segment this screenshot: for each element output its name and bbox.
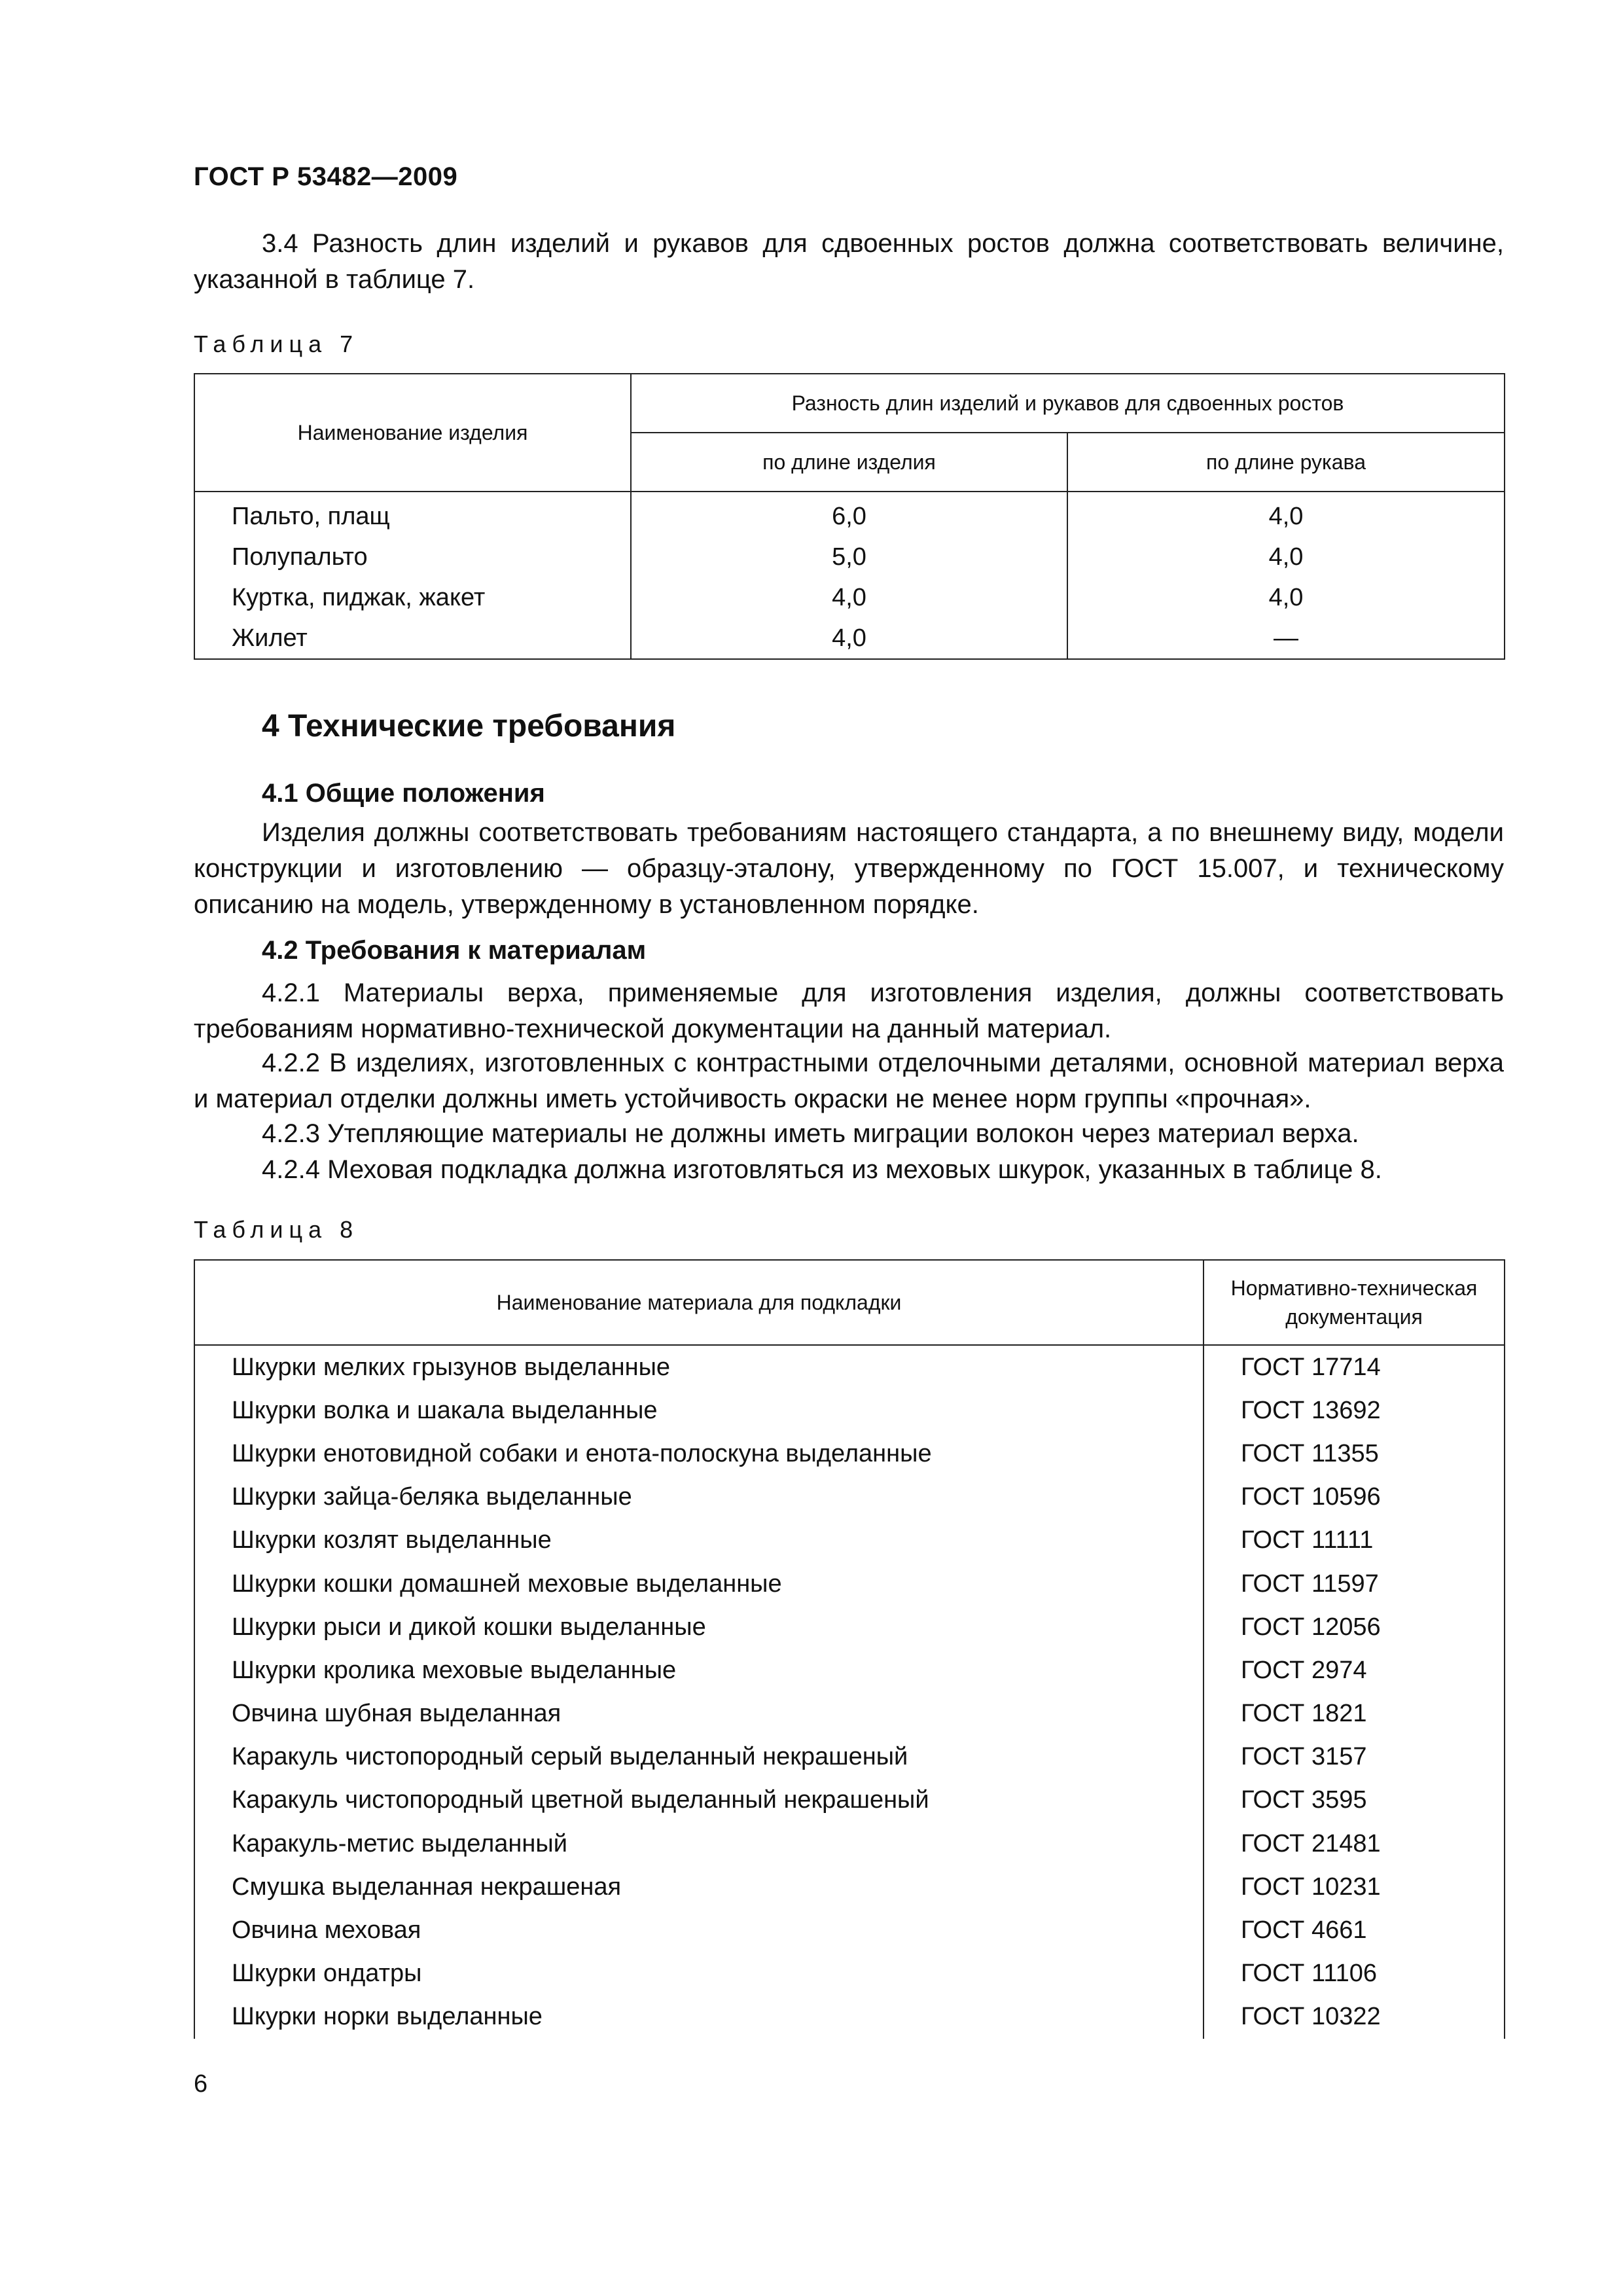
- table-row: [194, 1693, 1505, 1736]
- section-4-title: 4 Технические требования: [262, 709, 676, 744]
- table-7-cell-name: Пальто, плащ: [194, 492, 631, 537]
- table-8-cell-name: Шкурки енотовидной собаки и енота-полоскуна выделанные: [194, 1432, 1204, 1475]
- table-8-cell-doc: ГОСТ 4661: [1204, 1909, 1505, 1952]
- table-8-cell-name: Овчина меховая: [194, 1909, 1204, 1952]
- table-row: [194, 1605, 1505, 1649]
- table-8-cell-doc: ГОСТ 11106: [1204, 1952, 1505, 1996]
- table-8-cell-name: Смушка выделанная некрашеная: [194, 1865, 1204, 1909]
- table-8-cell-doc: ГОСТ 10322: [1204, 1996, 1505, 2039]
- table-row: [194, 1432, 1505, 1475]
- paragraph-3-4: 3.4 Разность длин изделий и рукавов для сдвоенных ростов должна соответствовать величине, указанной в таблице 7.: [194, 229, 1504, 294]
- table-8-cell-doc: ГОСТ 17714: [1204, 1345, 1505, 1389]
- table-8-cell-name: Каракуль-метис выделанный: [194, 1822, 1204, 1865]
- table-row: [194, 1779, 1505, 1822]
- table-8-cell-doc: ГОСТ 2974: [1204, 1649, 1505, 1692]
- paragraph-4-1: Изделия должны соответствовать требованиям настоящего стандарта, а по внешнему виду, модели конструкции и изготовлению — образцу-эталону, утвержденному по ГОСТ 15.007, и техническому описанию на модель, утвержденному в установленном порядке.: [194, 818, 1504, 919]
- table-row: [194, 1389, 1505, 1432]
- page-number: 6: [194, 2070, 208, 2098]
- table-row: [194, 1476, 1505, 1519]
- paragraph-4-2-2: 4.2.2 В изделиях, изготовленных с контрастными отделочными деталями, основной материал верха и материал отделки должны иметь устойчивость окраски не менее норм группы «прочная».: [194, 1049, 1504, 1113]
- document-header: ГОСТ Р 53482—2009: [194, 162, 458, 191]
- table-row: [194, 1736, 1505, 1779]
- table-row: [194, 1952, 1505, 1996]
- table-7-cell-sleeve: 4,0: [1067, 577, 1505, 618]
- table-row: [194, 618, 1505, 659]
- table-8-cell-name: Шкурки кролика меховые выделанные: [194, 1649, 1204, 1692]
- table-7-cell-sleeve: —: [1067, 618, 1505, 659]
- table-8-cell-doc: ГОСТ 11597: [1204, 1562, 1505, 1605]
- table-8-cell-name: Шкурки рыси и дикой кошки выделанные: [194, 1605, 1204, 1649]
- table-8-cell-name: Шкурки волка и шакала выделанные: [194, 1389, 1204, 1432]
- table-row: [194, 492, 1505, 537]
- section-4-1-title: 4.1 Общие положения: [262, 779, 545, 808]
- table-8-cell-name: Каракуль чистопородный цветной выделанный некрашеный: [194, 1779, 1204, 1822]
- table-7-header-group: Разность длин изделий и рукавов для сдвоенных ростов: [631, 374, 1505, 433]
- table-row: [194, 1996, 1505, 2039]
- table-row: [194, 1562, 1505, 1605]
- table-8-cell-name: Каракуль чистопородный серый выделанный некрашеный: [194, 1736, 1204, 1779]
- table-7-cell-length: 4,0: [631, 577, 1067, 618]
- table-7-header-length: по длине изделия: [631, 433, 1067, 492]
- table-row: [194, 1909, 1505, 1952]
- table-8-header-name: Наименование материала для подкладки: [194, 1260, 1204, 1345]
- table-row: [194, 1649, 1505, 1692]
- table-row: [194, 577, 1505, 618]
- table-7-cell-name: Жилет: [194, 618, 631, 659]
- table-7-header-sleeve: по длине рукава: [1067, 433, 1505, 492]
- table-8-cell-doc: ГОСТ 10596: [1204, 1476, 1505, 1519]
- table-row: [194, 1345, 1505, 1389]
- table-7-caption: Таблица 7: [194, 331, 359, 357]
- table-8-cell-doc: ГОСТ 13692: [1204, 1389, 1505, 1432]
- table-8-cell-doc: ГОСТ 11111: [1204, 1519, 1505, 1562]
- table-row: [194, 537, 1505, 577]
- table-8-cell-doc: ГОСТ 21481: [1204, 1822, 1505, 1865]
- table-8: [194, 1259, 1505, 2039]
- table-row: [194, 1519, 1505, 1562]
- paragraph-4-2-4: 4.2.4 Меховая подкладка должна изготовляться из меховых шкурок, указанных в таблице 8.: [262, 1155, 1382, 1184]
- table-8-cell-doc: ГОСТ 3595: [1204, 1779, 1505, 1822]
- table-7-cell-name: Куртка, пиджак, жакет: [194, 577, 631, 618]
- table-8-cell-name: Шкурки мелких грызунов выделанные: [194, 1345, 1204, 1389]
- table-8-cell-name: Шкурки кошки домашней меховые выделанные: [194, 1562, 1204, 1605]
- table-7-cell-sleeve: 4,0: [1067, 537, 1505, 577]
- table-8-cell-name: Шкурки норки выделанные: [194, 1996, 1204, 2039]
- table-7-cell-sleeve: 4,0: [1067, 492, 1505, 537]
- table-row: [194, 1865, 1505, 1909]
- table-8-cell-name: Шкурки ондатры: [194, 1952, 1204, 1996]
- table-7-cell-length: 6,0: [631, 492, 1067, 537]
- table-8-cell-doc: ГОСТ 1821: [1204, 1693, 1505, 1736]
- table-7-cell-length: 5,0: [631, 537, 1067, 577]
- paragraph-4-2-1: 4.2.1 Материалы верха, применяемые для изготовления изделия, должны соответствовать требованиям нормативно-технической документации на данный материал.: [194, 978, 1504, 1043]
- table-7-header-name: Наименование изделия: [194, 374, 631, 492]
- table-8-cell-name: Шкурки козлят выделанные: [194, 1519, 1204, 1562]
- table-7-cell-length: 4,0: [631, 618, 1067, 659]
- table-7: [194, 373, 1505, 660]
- table-8-header-doc: Нормативно-техническая документация: [1204, 1260, 1505, 1345]
- table-row: [194, 1822, 1505, 1865]
- table-8-cell-name: Овчина шубная выделанная: [194, 1693, 1204, 1736]
- table-8-cell-doc: ГОСТ 10231: [1204, 1865, 1505, 1909]
- table-8-cell-doc: ГОСТ 3157: [1204, 1736, 1505, 1779]
- table-8-cell-doc: ГОСТ 11355: [1204, 1432, 1505, 1475]
- table-7-cell-name: Полупальто: [194, 537, 631, 577]
- paragraph-4-2-3: 4.2.3 Утепляющие материалы не должны иметь миграции волокон через материал верха.: [262, 1119, 1359, 1148]
- section-4-2-title: 4.2 Требования к материалам: [262, 936, 647, 965]
- table-8-cell-name: Шкурки зайца-беляка выделанные: [194, 1476, 1204, 1519]
- table-8-caption: Таблица 8: [194, 1216, 359, 1243]
- table-8-cell-doc: ГОСТ 12056: [1204, 1605, 1505, 1649]
